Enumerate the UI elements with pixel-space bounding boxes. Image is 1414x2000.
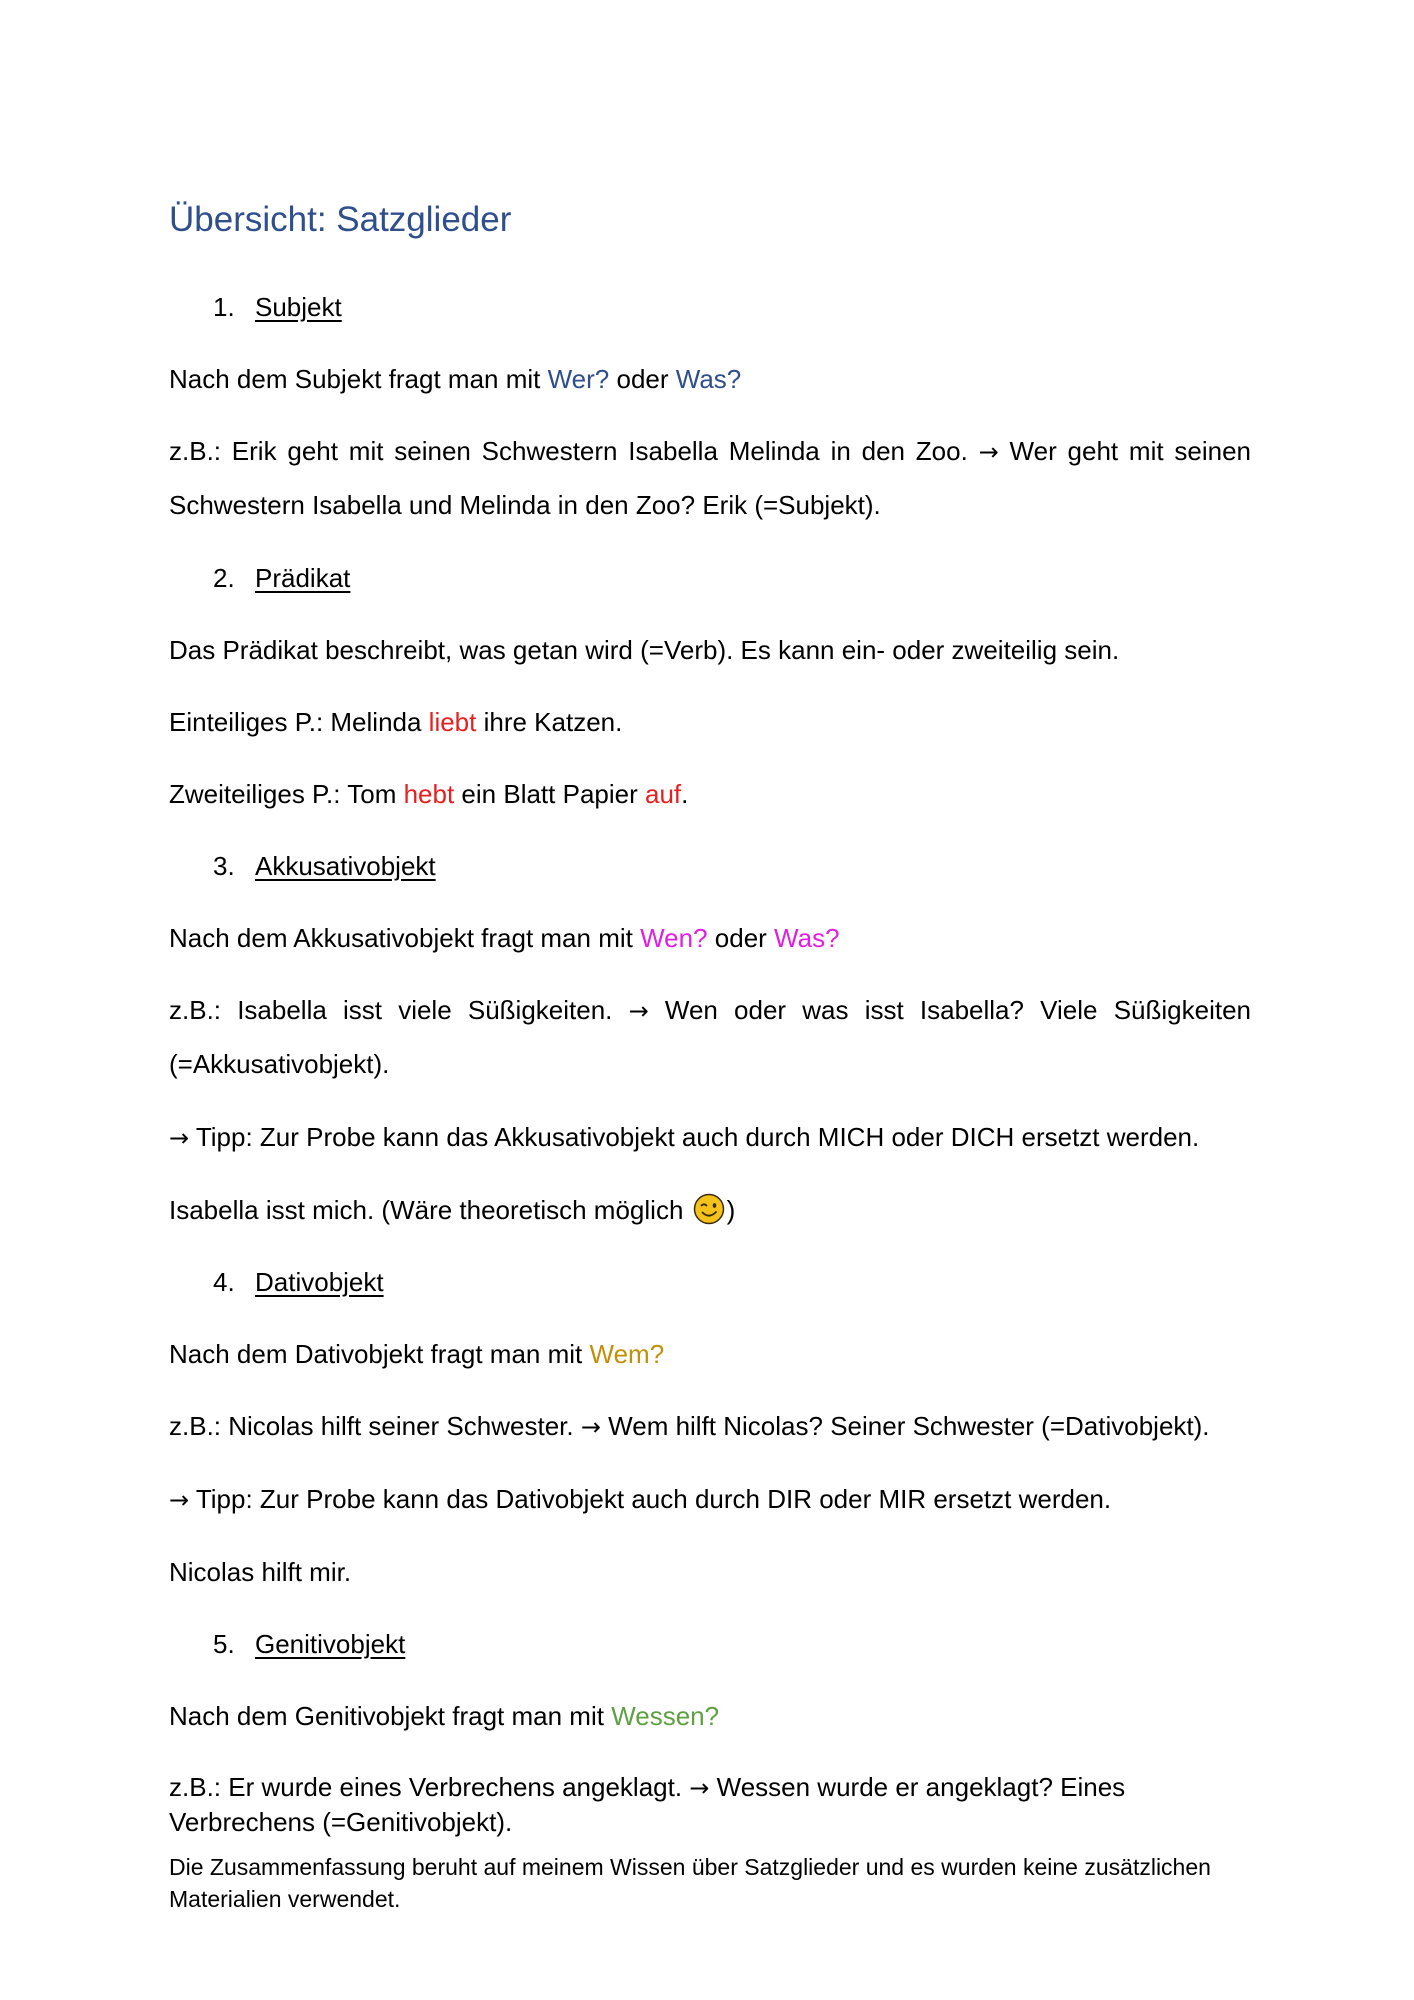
question-word: Was? (675, 364, 742, 394)
question-word: Wen? (640, 923, 708, 953)
document-content (169, 196, 1251, 1915)
example-answer: Wen oder was isst Isabella? Viele Süßigkeiten (=Akkusativobjekt). (169, 995, 1251, 1079)
praedikat-example-einteilig (169, 704, 1251, 740)
example-answer: Wessen wurde er angeklagt? Eines (709, 1772, 1126, 1802)
question-connector: oder (707, 923, 775, 953)
section-title: Subjekt (255, 292, 342, 322)
arrow-right-icon: → (580, 1413, 601, 1441)
example-answer: Wer geht mit seinen Schwestern Isabella und Melinda in den Zoo? Erik (=Subjekt). (169, 436, 1251, 520)
section-heading-dativobjekt (213, 1264, 1251, 1300)
example-sentence: z.B.: Isabella isst viele Süßigkeiten. (169, 995, 629, 1025)
genitiv-example (169, 1770, 1251, 1839)
praedikat-description: Das Prädikat beschreibt, was getan wird (=Verb). Es kann ein- oder zweiteilig sein. (169, 635, 1120, 665)
section-number: 2. (213, 563, 235, 593)
arrow-right-icon: → (978, 438, 999, 466)
example-text: Zweiteiliges P.: Tom (169, 779, 404, 809)
example-text: . (681, 779, 689, 809)
example-text: ein Blatt Papier (454, 779, 645, 809)
question-text: Nach dem Genitivobjekt fragt man mit (169, 1701, 612, 1731)
note-end: ) (726, 1195, 736, 1225)
example-answer: Wem hilft Nicolas? Seiner Schwester (=Dativobjekt). (600, 1411, 1210, 1441)
section-heading-genitivobjekt (213, 1626, 1251, 1662)
example-sentence: z.B.: Erik geht mit seinen Schwestern Isabella Melinda in den Zoo. (169, 436, 979, 466)
footer-note: Die Zusammenfassung beruht auf meinem Wissen über Satzglieder und es wurden keine zusätzlichen Materialien verwendet. (169, 1854, 1211, 1912)
section-number: 3. (213, 851, 235, 881)
akkusativ-question (169, 920, 1251, 956)
section-number: 4. (213, 1267, 235, 1297)
winking-smiley-icon (693, 1193, 725, 1225)
section-title: Dativobjekt (255, 1267, 384, 1297)
question-word: Wessen? (611, 1701, 720, 1731)
question-word: Was? (774, 923, 840, 953)
section-title: Prädikat (255, 563, 351, 593)
section-heading-akkusativobjekt (213, 848, 1251, 884)
dativ-question (169, 1336, 1251, 1372)
tip-text: Tipp: Zur Probe kann das Dativobjekt auch durch DIR oder MIR ersetzt werden. (189, 1484, 1112, 1514)
arrow-right-icon: → (169, 1124, 190, 1152)
subjekt-question (169, 361, 1251, 397)
section-title: Akkusativobjekt (255, 851, 436, 881)
verb-highlight: auf (644, 779, 682, 809)
genitiv-question (169, 1698, 1251, 1734)
question-connector: oder (609, 364, 676, 394)
dativ-example (169, 1408, 1251, 1445)
arrow-right-icon: → (628, 997, 649, 1025)
question-text: Nach dem Subjekt fragt man mit (169, 364, 548, 394)
dativ-note: Nicolas hilft mir. (169, 1557, 352, 1587)
section-heading-praedikat (213, 560, 1251, 596)
verb-highlight: liebt (428, 707, 477, 737)
verb-highlight: hebt (403, 779, 455, 809)
question-word: Wem? (589, 1339, 665, 1369)
akkusativ-example (169, 984, 1251, 1091)
section-title: Genitivobjekt (255, 1629, 406, 1659)
example-sentence: z.B.: Er wurde eines Verbrechens angeklagt. (169, 1772, 690, 1802)
question-word: Wer? (547, 364, 610, 394)
question-text: Nach dem Dativobjekt fragt man mit (169, 1339, 590, 1369)
note-text: Isabella isst mich. (Wäre theoretisch möglich (169, 1195, 691, 1225)
subjekt-example (169, 425, 1251, 532)
section-number: 5. (213, 1629, 235, 1659)
praedikat-example-zweiteilig (169, 776, 1251, 812)
dativ-tip (169, 1481, 1251, 1518)
question-text: Nach dem Akkusativobjekt fragt man mit (169, 923, 641, 953)
tip-text: Tipp: Zur Probe kann das Akkusativobjekt auch durch MICH oder DICH ersetzt werden. (189, 1122, 1200, 1152)
arrow-right-icon: → (689, 1774, 710, 1802)
example-answer-continued: Verbrechens (=Genitivobjekt). (169, 1807, 513, 1837)
akkusativ-tip (169, 1119, 1251, 1156)
example-sentence: z.B.: Nicolas hilft seiner Schwester. (169, 1411, 581, 1441)
akkusativ-note (169, 1192, 1251, 1228)
example-text: Einteiliges P.: Melinda (169, 707, 429, 737)
section-heading-subjekt (213, 289, 1251, 325)
example-text: ihre Katzen. (476, 707, 623, 737)
arrow-right-icon: → (169, 1486, 190, 1514)
section-number: 1. (213, 292, 235, 322)
page-title: Übersicht: Satzglieder (169, 200, 512, 239)
